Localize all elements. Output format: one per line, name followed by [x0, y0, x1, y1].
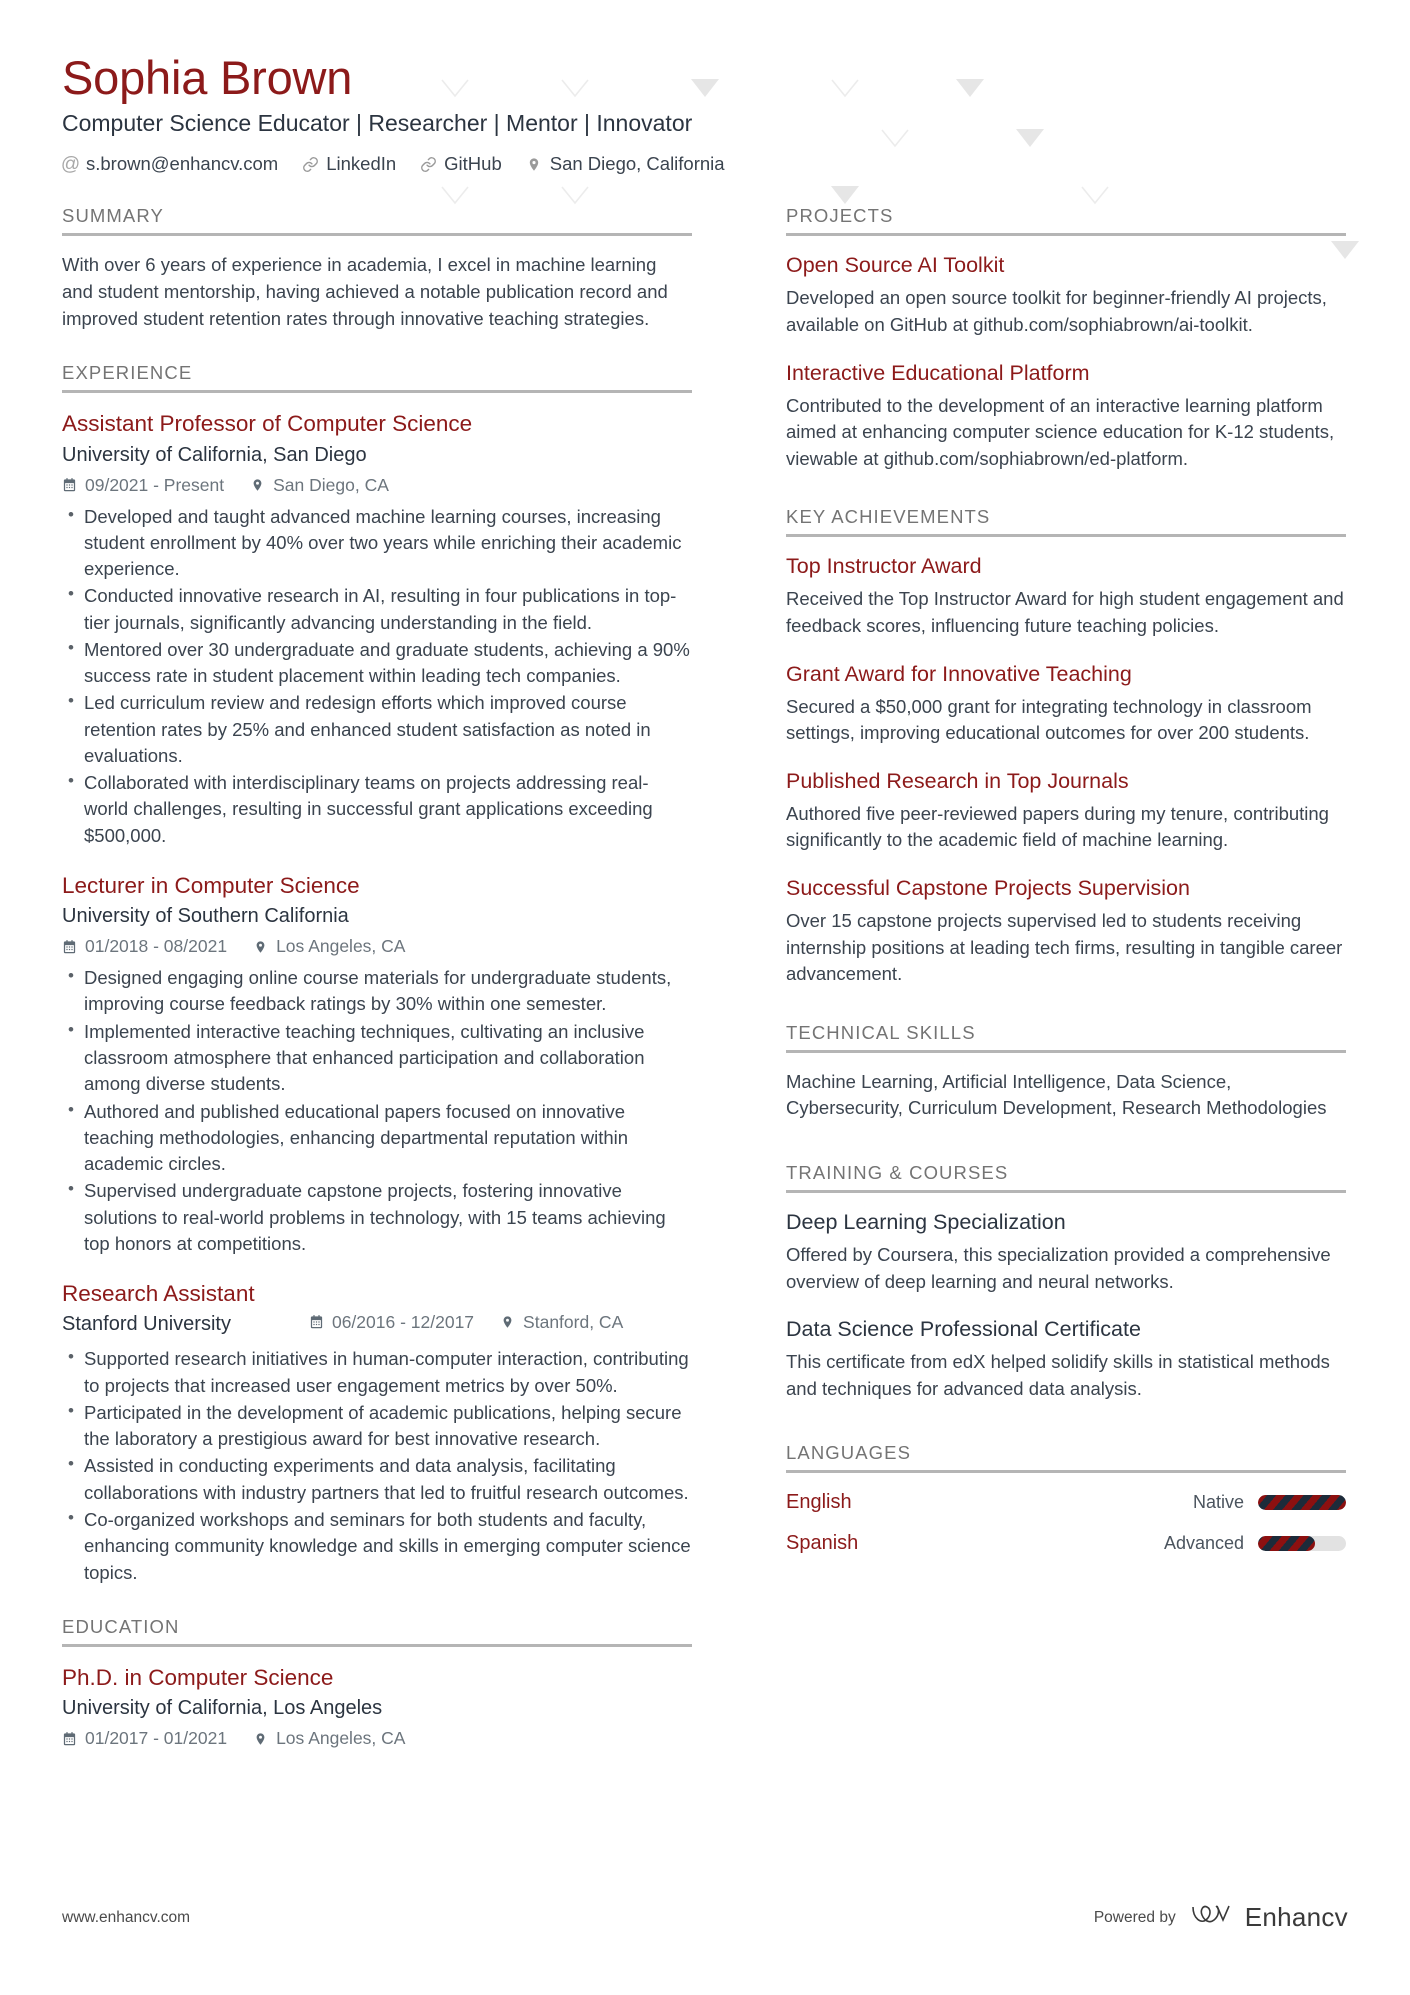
language-level: Native: [1192, 1492, 1244, 1513]
contact-github[interactable]: [420, 153, 502, 175]
left-column: [62, 205, 718, 1753]
job-bullet: • Mentored over 30 undergraduate and graduate students, achieving a 90% success rate in student placement within leading tech companies.: [62, 637, 692, 690]
location-icon: [250, 477, 265, 493]
job-meta: [62, 936, 692, 957]
location-icon: [253, 1731, 268, 1747]
right-column: [786, 205, 1346, 1559]
job-title: Assistant Professor of Computer Science: [62, 411, 473, 437]
powered-by-label: Powered by: [1093, 1908, 1176, 1926]
experience-entry: [62, 871, 692, 1257]
language-item: [786, 1491, 1346, 1514]
language-proficiency-bar: [1258, 1536, 1346, 1551]
language-level: Advanced: [1163, 1533, 1244, 1554]
project-item: [786, 360, 1346, 473]
achievement-description: Secured a $50,000 grant for integrating technology in classroom settings, improving educational outcomes for over 200 students.: [786, 695, 1312, 744]
achievement-description: Received the Top Instructor Award for high student engagement and feedback scores, influencing future teaching policies.: [786, 588, 1344, 636]
job-meta: [62, 475, 692, 496]
experience-entry: [62, 409, 692, 849]
section-education: [62, 1616, 692, 1749]
calendar-icon: [62, 1731, 77, 1747]
section-heading-projects: PROJECTS: [786, 205, 1346, 236]
job-subrow: [62, 1311, 692, 1338]
job-bullet: • Conducted innovative research in AI, resulting in four publications in top-tier journals, significantly advancing understanding in the field.: [62, 583, 692, 636]
language-proficiency-bar: [1258, 1495, 1346, 1510]
achievement-title: Top Instructor Award: [786, 554, 982, 579]
contact-row: [62, 153, 1348, 175]
calendar-icon: [62, 477, 77, 493]
job-dates: [309, 1312, 474, 1333]
language-proficiency-fill: [1258, 1536, 1315, 1551]
enhancv-logo-icon: [1190, 1902, 1234, 1933]
education-entry: [62, 1663, 692, 1749]
section-training-courses: [786, 1162, 1346, 1402]
education-location-label: Los Angeles, CA: [276, 1728, 406, 1749]
project-title: Interactive Educational Platform: [786, 360, 1090, 385]
calendar-icon: [309, 1314, 324, 1330]
location-icon: [500, 1314, 515, 1330]
project-item: [786, 252, 1346, 338]
link-icon: [302, 156, 319, 173]
resume-header: [62, 52, 1348, 175]
training-item: [786, 1316, 1346, 1402]
enhancv-brand: [1190, 1902, 1348, 1933]
job-bullet: • Designed engaging online course materials for undergraduate students, improving course feedback ratings by 30% within one semester.: [62, 965, 692, 1018]
job-dates-label: 09/2021 - Present: [85, 474, 225, 495]
footer-branding: [1094, 1902, 1348, 1933]
job-meta: [309, 1312, 623, 1333]
achievement-item: [786, 553, 1346, 639]
job-location-label: San Diego, CA: [273, 474, 389, 495]
achievement-description: Over 15 capstone projects supervised led to students receiving internship positions at leading tech firms, resulting in tangible career advancement.: [786, 909, 1343, 985]
school-name: University of California, Los Angeles: [62, 1697, 383, 1720]
contact-email[interactable]: [62, 153, 278, 175]
job-location: [250, 475, 389, 496]
education-dates: [62, 1728, 227, 1749]
section-experience: [62, 362, 692, 1586]
experience-entry: [62, 1279, 692, 1586]
job-location: [253, 936, 405, 957]
section-heading-training: TRAINING & COURSES: [786, 1162, 1346, 1193]
job-bullet: • Participated in the development of academic publications, helping secure the laboratory a prestigious award for best innovative research.: [62, 1400, 692, 1453]
job-location-label: Stanford, CA: [523, 1311, 624, 1332]
employer-name: University of California, San Diego: [62, 443, 367, 466]
training-item: [786, 1209, 1346, 1295]
training-title: Deep Learning Specialization: [786, 1210, 1066, 1234]
section-heading-achievements: KEY ACHIEVEMENTS: [786, 506, 1346, 537]
project-description: Contributed to the development of an interactive learning platform aimed at enhancing computer science education for K-12 students, viewable at github.com/sophiabrown/ed-platform.: [786, 394, 1335, 469]
language-item: [786, 1532, 1346, 1555]
job-title: Research Assistant: [62, 1281, 255, 1307]
job-bullet: • Assisted in conducting experiments and data analysis, facilitating collaborations with industry partners that led to fruitful research outcomes.: [62, 1453, 692, 1506]
degree-title: Ph.D. in Computer Science: [62, 1664, 334, 1690]
language-name: English: [786, 1491, 852, 1514]
training-title: Data Science Professional Certificate: [786, 1317, 1141, 1342]
footer-website-url[interactable]: www.enhancv.com: [62, 1908, 191, 1926]
employer-name: University of Southern California: [62, 905, 349, 928]
summary-text: With over 6 years of experience in academia, I excel in machine learning and student mentorship, having achieved a notable publication record and improved student retention rates through innovative teaching strategies.: [62, 254, 668, 329]
location-icon: [526, 156, 543, 173]
job-bullets: [62, 504, 692, 849]
job-bullet: • Developed and taught advanced machine learning courses, increasing student enrollment by 40% over two years while enriching their academic experience.: [62, 504, 692, 583]
section-key-achievements: [786, 506, 1346, 987]
contact-github-label: GitHub: [444, 153, 502, 175]
job-dates-label: 01/2018 - 08/2021: [85, 936, 228, 957]
job-location: [500, 1312, 623, 1333]
job-location-label: Los Angeles, CA: [276, 936, 406, 957]
achievement-title: Successful Capstone Projects Supervision: [786, 875, 1190, 900]
education-location: [253, 1728, 405, 1749]
achievement-item: [786, 768, 1346, 854]
section-heading-skills: TECHNICAL SKILLS: [786, 1022, 1346, 1053]
language-name: Spanish: [786, 1532, 859, 1555]
job-dates-label: 06/2016 - 12/2017: [331, 1311, 475, 1332]
job-bullets: [62, 965, 692, 1257]
job-bullet: • Supervised undergraduate capstone projects, fostering innovative solutions to real-world problems in technology, with 15 teams achieving top honors at competitions.: [62, 1178, 692, 1257]
job-bullet: • Implemented interactive teaching techniques, cultivating an inclusive classroom atmosphere that enhanced participation and collaboration among diverse students.: [62, 1019, 692, 1098]
skills-text: Machine Learning, Artificial Intelligence, Data Science, Cybersecurity, Curriculum Development, Research Methodologies: [786, 1070, 1327, 1119]
section-technical-skills: [786, 1022, 1346, 1122]
job-bullet: • Collaborated with interdisciplinary teams on projects addressing real-world challenges, resulting in successful grant applications exceeding $500,000.: [62, 770, 692, 849]
project-title: Open Source AI Toolkit: [786, 253, 1005, 278]
achievement-item: [786, 661, 1346, 747]
enhancv-brand-name: Enhancv: [1244, 1902, 1348, 1932]
job-title: Lecturer in Computer Science: [62, 872, 360, 898]
contact-location: [526, 153, 725, 175]
achievement-item: [786, 875, 1346, 988]
contact-linkedin-label: LinkedIn: [326, 153, 397, 175]
training-description: This certificate from edX helped solidify skills in statistical methods and techniques for advanced data analysis.: [786, 1351, 1330, 1399]
section-languages: [786, 1442, 1346, 1555]
job-dates: [62, 475, 224, 496]
job-bullet: • Led curriculum review and redesign efforts which improved course retention rates by 25% and enhanced student satisfaction as noted in evaluations.: [62, 690, 692, 769]
job-dates: [62, 936, 227, 957]
contact-email-label: s.brown@enhancv.com: [86, 153, 279, 175]
location-icon: [253, 939, 268, 955]
achievement-description: Authored five peer-reviewed papers during my tenure, contributing significantly to the academic field of machine learning.: [786, 802, 1329, 851]
section-summary: [62, 205, 692, 332]
training-description: Offered by Coursera, this specialization provided a comprehensive overview of deep learning and neural networks.: [786, 1243, 1331, 1292]
contact-location-label: San Diego, California: [549, 153, 725, 175]
achievement-title: Grant Award for Innovative Teaching: [786, 661, 1132, 686]
link-icon: [420, 156, 437, 173]
education-dates-label: 01/2017 - 01/2021: [85, 1728, 228, 1749]
at-icon: @: [60, 153, 81, 175]
language-proficiency-fill: [1258, 1495, 1346, 1510]
section-heading-languages: LANGUAGES: [786, 1442, 1346, 1473]
resume-columns: [62, 205, 1348, 1753]
candidate-headline: Computer Science Educator | Researcher | Mentor | Innovator: [62, 109, 693, 136]
project-description: Developed an open source toolkit for beginner-friendly AI projects, available on GitHub at github.com/sophiabrown/ai-toolkit.: [786, 287, 1327, 335]
section-heading-experience: EXPERIENCE: [62, 362, 692, 393]
section-projects: [786, 205, 1346, 472]
candidate-name: Sophia Brown: [62, 51, 353, 104]
job-bullet: • Co-organized workshops and seminars for both students and faculty, enhancing community knowledge and skills in emerging computer science topics.: [62, 1507, 692, 1586]
education-meta: [62, 1728, 692, 1749]
achievement-title: Published Research in Top Journals: [786, 768, 1129, 793]
contact-linkedin[interactable]: [302, 153, 396, 175]
section-heading-education: EDUCATION: [62, 1616, 692, 1647]
page-footer: [62, 1902, 1348, 1933]
calendar-icon: [62, 939, 77, 955]
job-bullet: • Authored and published educational papers focused on innovative teaching methodologies, enhancing departmental reputation within academic circles.: [62, 1099, 692, 1178]
section-heading-summary: SUMMARY: [62, 205, 692, 236]
job-bullets: [62, 1346, 692, 1585]
job-bullet: • Supported research initiatives in human-computer interaction, contributing to projects that increased user engagement metrics by over 50%.: [62, 1346, 692, 1399]
employer-name: Stanford University: [62, 1313, 231, 1336]
